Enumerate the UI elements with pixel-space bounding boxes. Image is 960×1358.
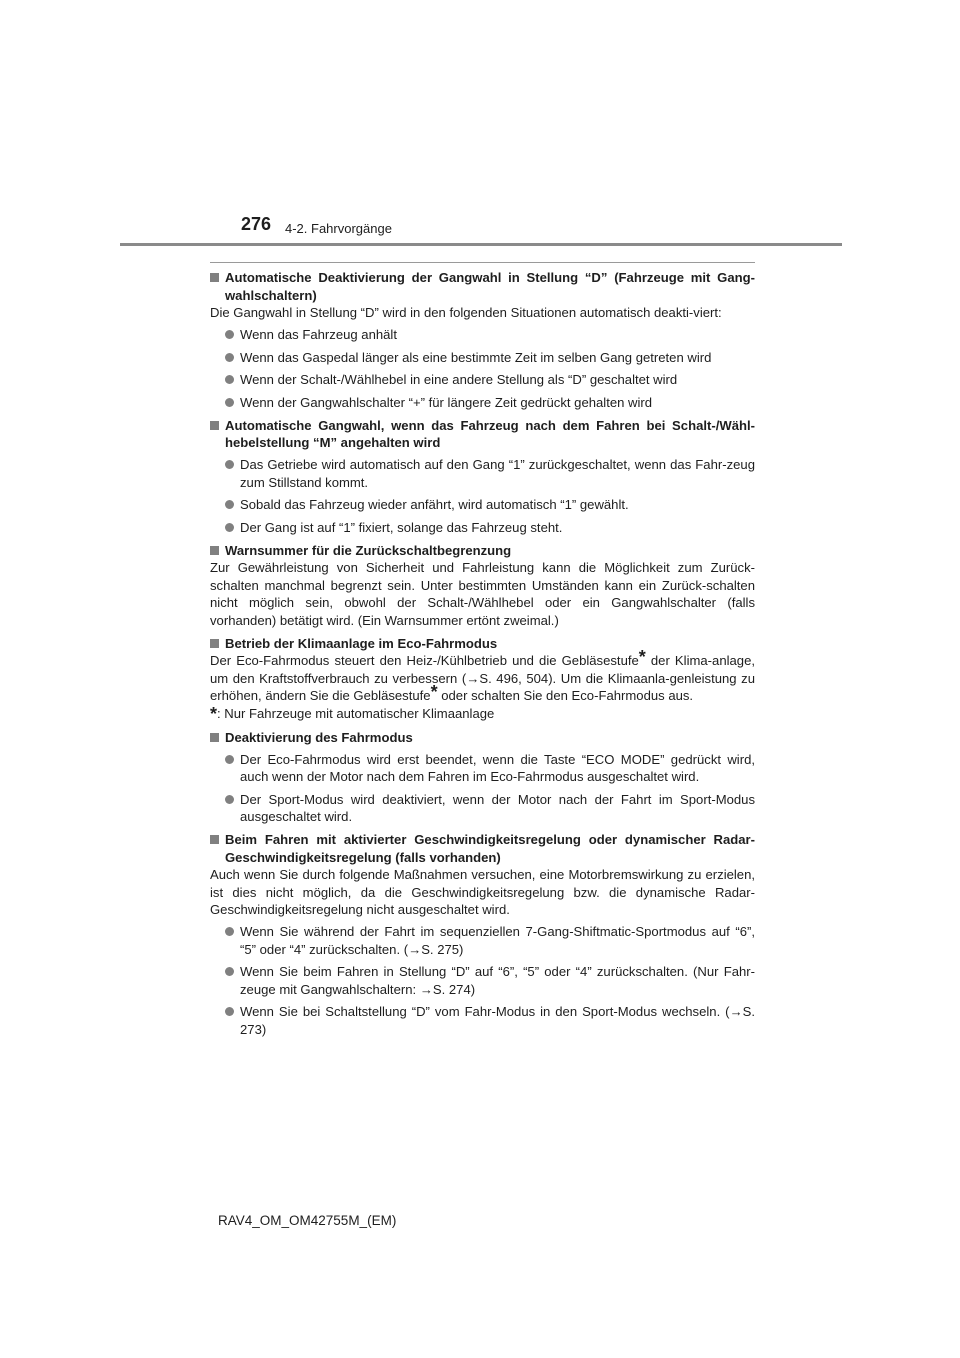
- section-title: Warnsummer für die Zurückschaltbegrenzung: [225, 542, 512, 558]
- content: [210, 269, 755, 1044]
- square-bullet-icon: [210, 546, 219, 555]
- list-item-text: Der Gang ist auf “1” fixiert, solange das Fahrzeug steht.: [240, 519, 563, 535]
- bullet-list: [225, 326, 755, 411]
- list-item: [225, 371, 755, 389]
- list-item-text: Wenn Sie während der Fahrt im sequenziellen 7-Gang-Shiftmatic-Sportmodus auf “6”, “5” oder “4” zurückschalten. (→S. 275): [240, 924, 755, 957]
- section-title: Beim Fahren mit aktivierter Geschwindigkeitsregelung oder dynamischer Radar-Geschwindigkeitsregelung (falls vorhanden): [225, 832, 755, 865]
- footnote-marker: *: [638, 647, 646, 667]
- bullet-list: [225, 923, 755, 1038]
- list-item: [225, 1003, 755, 1038]
- list-item-text: Der Eco-Fahrmodus wird erst beendet, wenn die Taste “ECO MODE” gedrückt wird, auch wenn der Motor nach dem Fahren im Eco-Fahrmodus ausgeschaltet wird.: [240, 751, 755, 784]
- footnote-marker: *: [210, 703, 218, 724]
- square-bullet-icon: [210, 421, 219, 430]
- list-item-text: Wenn das Fahrzeug anhält: [240, 327, 397, 342]
- section-heading: [210, 635, 755, 653]
- list-item: [225, 963, 755, 998]
- list-item: [225, 791, 755, 826]
- square-bullet-icon: [210, 835, 219, 844]
- circle-bullet-icon: [225, 375, 234, 384]
- section-heading: [210, 729, 755, 747]
- header-rule: [120, 243, 842, 246]
- square-bullet-icon: [210, 639, 219, 648]
- body-text-part: oder schalten Sie den Eco-Fahrmodus aus.: [437, 688, 694, 703]
- content-rule: [210, 262, 755, 263]
- circle-bullet-icon: [225, 353, 234, 362]
- page-number: 276: [241, 214, 272, 234]
- bullet-list: [225, 751, 755, 826]
- body-text-part: Der Eco-Fahrmodus steuert den Heiz-/Kühlbetrieb und die Gebläsestufe: [210, 653, 639, 668]
- list-item-text: Wenn der Gangwahlschalter “+” für längere Zeit gedrückt gehalten wird: [240, 394, 653, 410]
- list-item: [225, 394, 755, 412]
- list-item: [225, 751, 755, 786]
- circle-bullet-icon: [225, 1007, 234, 1016]
- circle-bullet-icon: [225, 755, 234, 764]
- list-item-text: Wenn Sie beim Fahren in Stellung “D” auf “6”, “5” oder “4” zurückschalten. (Nur Fahr-zeuge mit Gangwahlschaltern: →S. 274): [240, 964, 755, 997]
- section-heading: [210, 269, 755, 304]
- list-item: [225, 923, 755, 958]
- list-item-text: Wenn Sie bei Schaltstellung “D” vom Fahr-Modus in den Sport-Modus wechseln. (→S. 273): [240, 1004, 755, 1037]
- bullet-list: [225, 456, 755, 536]
- circle-bullet-icon: [225, 523, 234, 532]
- square-bullet-icon: [210, 273, 219, 282]
- footnote-marker: *: [430, 682, 438, 702]
- circle-bullet-icon: [225, 500, 234, 509]
- section-label: 4-2. Fahrvorgänge: [285, 221, 392, 236]
- section-body: Auch wenn Sie durch folgende Maßnahmen versuchen, eine Motorbremswirkung zu erzielen, ist dies nicht möglich, da die Geschwindigkeitsregelung bzw. die dynamische Radar-Geschwindigkeitsregelung nicht ausgeschaltet wird.: [210, 867, 755, 917]
- circle-bullet-icon: [225, 795, 234, 804]
- section-heading: [210, 831, 755, 866]
- list-item: [225, 519, 755, 537]
- section-body: Zur Gewährleistung von Sicherheit und Fahrleistung kann die Möglichkeit zum Zurück-schalten manchmal begrenzt sein. Unter bestimmten Umständen kann ein Zurück-schalten nicht möglich sein, obwohl der Schalt-/Wählhebel oder ein Gangwahlschalter (falls vorhanden) betätigt wird. (Ein Warnsummer ertönt zweimal.): [210, 560, 755, 628]
- section-warnsummer: [210, 542, 755, 630]
- footer-doc-code: RAV4_OM_OM42755M_(EM): [218, 1213, 397, 1228]
- list-item-text: Wenn das Gaspedal länger als eine bestimmte Zeit im selben Gang getreten wird: [240, 349, 712, 365]
- section-title: Betrieb der Klimaanlage im Eco-Fahrmodus: [225, 635, 498, 651]
- body-text-part: der Klima-anlage, um den Kraftstoffverbrauch zu verbessern (→S. 496, 504). Um die Klimaanla-genleistung zu erhöhen, ändern Sie die Gebläsestufe: [210, 653, 755, 703]
- list-item-text: Wenn der Schalt-/Wählhebel in eine andere Stellung als “D” geschaltet wird: [240, 372, 678, 387]
- section-geschwindigkeitsregelung: [210, 831, 755, 1038]
- section-gangwahl-deaktivierung: [210, 269, 755, 411]
- list-item: [225, 326, 755, 344]
- list-item: [225, 496, 755, 514]
- section-title: Automatische Gangwahl, wenn das Fahrzeug nach dem Fahren bei Schalt-/Wähl-hebelstellung “M” angehalten wird: [225, 417, 755, 450]
- section-automatische-gangwahl: [210, 417, 755, 537]
- list-item-text: Das Getriebe wird automatisch auf den Gang “1” zurückgeschaltet, wenn das Fahr-zeug zum Stillstand kommt.: [240, 457, 755, 490]
- section-body: Die Gangwahl in Stellung “D” wird in den folgenden Situationen automatisch deakti-viert:: [210, 305, 722, 320]
- section-klimaanlage-eco: [210, 635, 755, 724]
- section-title: Automatische Deaktivierung der Gangwahl in Stellung “D” (Fahrzeuge mit Gang-wahlschaltern): [225, 270, 755, 303]
- footnote-text: : Nur Fahrzeuge mit automatischer Klimaanlage: [217, 705, 495, 721]
- section-heading: [210, 417, 755, 452]
- circle-bullet-icon: [225, 330, 234, 339]
- section-heading: [210, 542, 755, 560]
- list-item-text: Sobald das Fahrzeug wieder anfährt, wird automatisch “1” gewählt.: [240, 497, 629, 512]
- list-item: [225, 349, 755, 367]
- square-bullet-icon: [210, 733, 219, 742]
- circle-bullet-icon: [225, 460, 234, 469]
- list-item-text: Der Sport-Modus wird deaktiviert, wenn der Motor nach der Fahrt im Sport-Modus ausgeschaltet wird.: [240, 791, 755, 824]
- list-item: [225, 456, 755, 491]
- footnote: [210, 705, 755, 724]
- circle-bullet-icon: [225, 398, 234, 407]
- circle-bullet-icon: [225, 967, 234, 976]
- section-fahrmodus-deaktivierung: [210, 729, 755, 826]
- circle-bullet-icon: [225, 927, 234, 936]
- section-body: [210, 647, 755, 705]
- section-title: Deaktivierung des Fahrmodus: [225, 729, 413, 745]
